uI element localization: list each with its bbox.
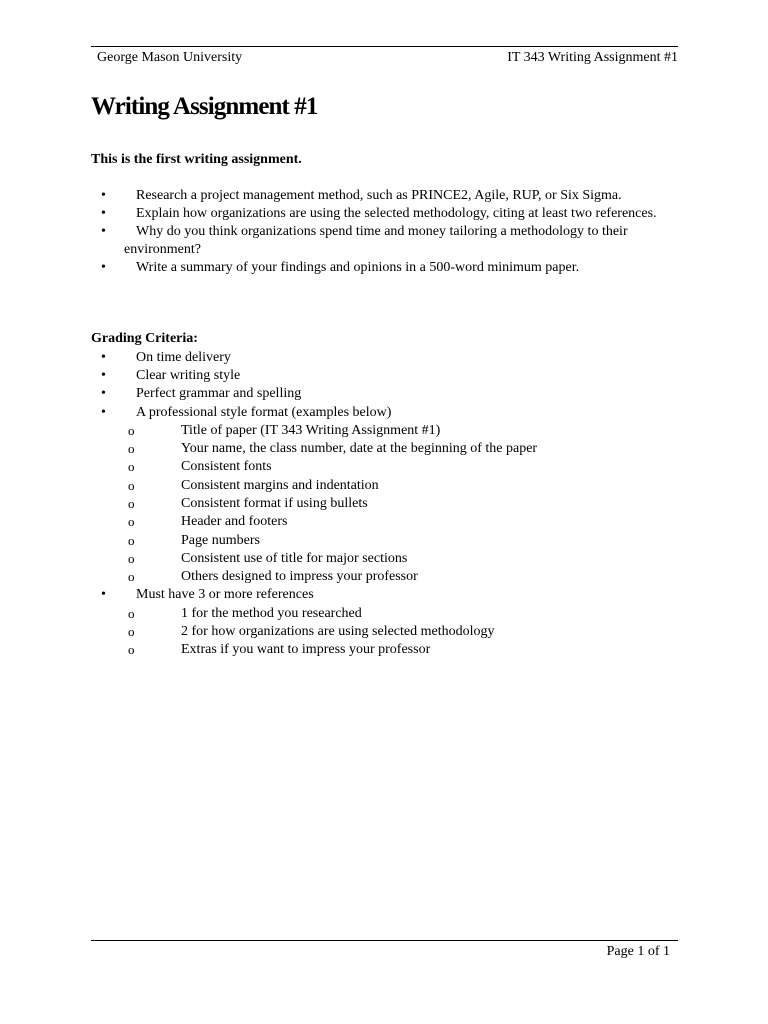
circle-bullet-icon: o	[128, 642, 135, 658]
circle-bullet-icon: o	[128, 623, 135, 639]
sub-item-label: 1 for the method you researched	[181, 605, 362, 621]
sub-item-label: Title of paper (IT 343 Writing Assignment #1)	[181, 422, 441, 438]
criteria-item	[91, 349, 681, 367]
disc-bullet-icon: •	[101, 350, 106, 365]
criteria-item	[91, 404, 681, 587]
task-text: Why do you think organizations spend time and money tailoring a methodology to their environment?	[124, 224, 628, 257]
disc-bullet-icon: •	[101, 224, 106, 240]
sub-item	[128, 605, 681, 623]
task-item	[91, 223, 681, 258]
circle-bullet-icon: o	[128, 514, 135, 530]
intro-text: This is the first writing assignment.	[91, 152, 302, 167]
sub-item	[128, 550, 681, 568]
disc-bullet-icon: •	[101, 259, 106, 275]
references-list	[128, 605, 681, 660]
criteria-item	[91, 586, 681, 659]
format-examples-list	[128, 422, 681, 587]
sub-item-label: Header and footers	[181, 514, 288, 530]
circle-bullet-icon: o	[128, 496, 135, 511]
sub-item-label: Page numbers	[181, 532, 260, 548]
sub-item-label: 2 for how organizations are using selected methodology	[181, 623, 495, 639]
disc-bullet-icon: •	[101, 188, 106, 203]
circle-bullet-icon: o	[128, 477, 135, 493]
circle-bullet-icon: o	[128, 532, 135, 548]
sub-item	[128, 513, 681, 531]
document-title: Writing Assignment #1	[91, 93, 318, 120]
sub-item-label: Consistent format if using bullets	[181, 496, 368, 511]
sub-item-label: Consistent fonts	[181, 459, 272, 475]
sub-item	[128, 568, 681, 586]
task-text: Write a summary of your findings and opinions in a 500-word minimum paper.	[136, 259, 580, 275]
sub-item	[128, 532, 681, 550]
circle-bullet-icon: o	[128, 459, 135, 475]
sub-item	[128, 440, 681, 458]
criteria-list	[91, 349, 681, 660]
task-list	[91, 187, 681, 277]
sub-item	[128, 495, 681, 513]
disc-bullet-icon: •	[101, 386, 106, 402]
criteria-item-label: A professional style format (examples below)	[136, 404, 392, 420]
criteria-item-label: Perfect grammar and spelling	[136, 386, 302, 402]
sub-item	[128, 623, 681, 641]
criteria-item-label: Must have 3 or more references	[136, 587, 314, 603]
disc-bullet-icon: •	[101, 587, 106, 603]
criteria-item-label: Clear writing style	[136, 368, 241, 384]
header-assignment: IT 343 Writing Assignment #1	[507, 50, 678, 65]
page-footer	[91, 940, 678, 963]
disc-bullet-icon: •	[101, 206, 106, 222]
task-item	[91, 187, 681, 205]
circle-bullet-icon: o	[128, 441, 135, 457]
sub-item-label: Consistent margins and indentation	[181, 477, 379, 493]
criteria-item	[91, 385, 681, 403]
sub-item-label: Extras if you want to impress your professor	[181, 642, 431, 658]
page-header	[91, 46, 678, 67]
task-text: Explain how organizations are using the selected methodology, citing at least two references.	[136, 206, 657, 222]
circle-bullet-icon: o	[128, 550, 135, 566]
sub-item-label: Your name, the class number, date at the beginning of the paper	[181, 441, 538, 457]
circle-bullet-icon: o	[128, 422, 135, 438]
page-number: Page 1 of 1	[606, 944, 670, 959]
disc-bullet-icon: •	[101, 368, 106, 384]
criteria-item-label: On time delivery	[136, 350, 231, 365]
task-item	[91, 205, 681, 223]
sub-item	[128, 422, 681, 440]
sub-item-label: Others designed to impress your professor	[181, 569, 418, 585]
header-university: George Mason University	[97, 50, 243, 65]
circle-bullet-icon: o	[128, 605, 135, 621]
criteria-item	[91, 367, 681, 385]
sub-item	[128, 458, 681, 476]
task-text: Research a project management method, such as PRINCE2, Agile, RUP, or Six Sigma.	[136, 188, 622, 203]
circle-bullet-icon: o	[128, 569, 135, 585]
sub-item-label: Consistent use of title for major sections	[181, 550, 408, 566]
task-item	[91, 259, 681, 277]
disc-bullet-icon: •	[101, 404, 106, 420]
sub-item	[128, 477, 681, 495]
sub-item	[128, 641, 681, 659]
grading-criteria-heading: Grading Criteria:	[91, 331, 198, 346]
